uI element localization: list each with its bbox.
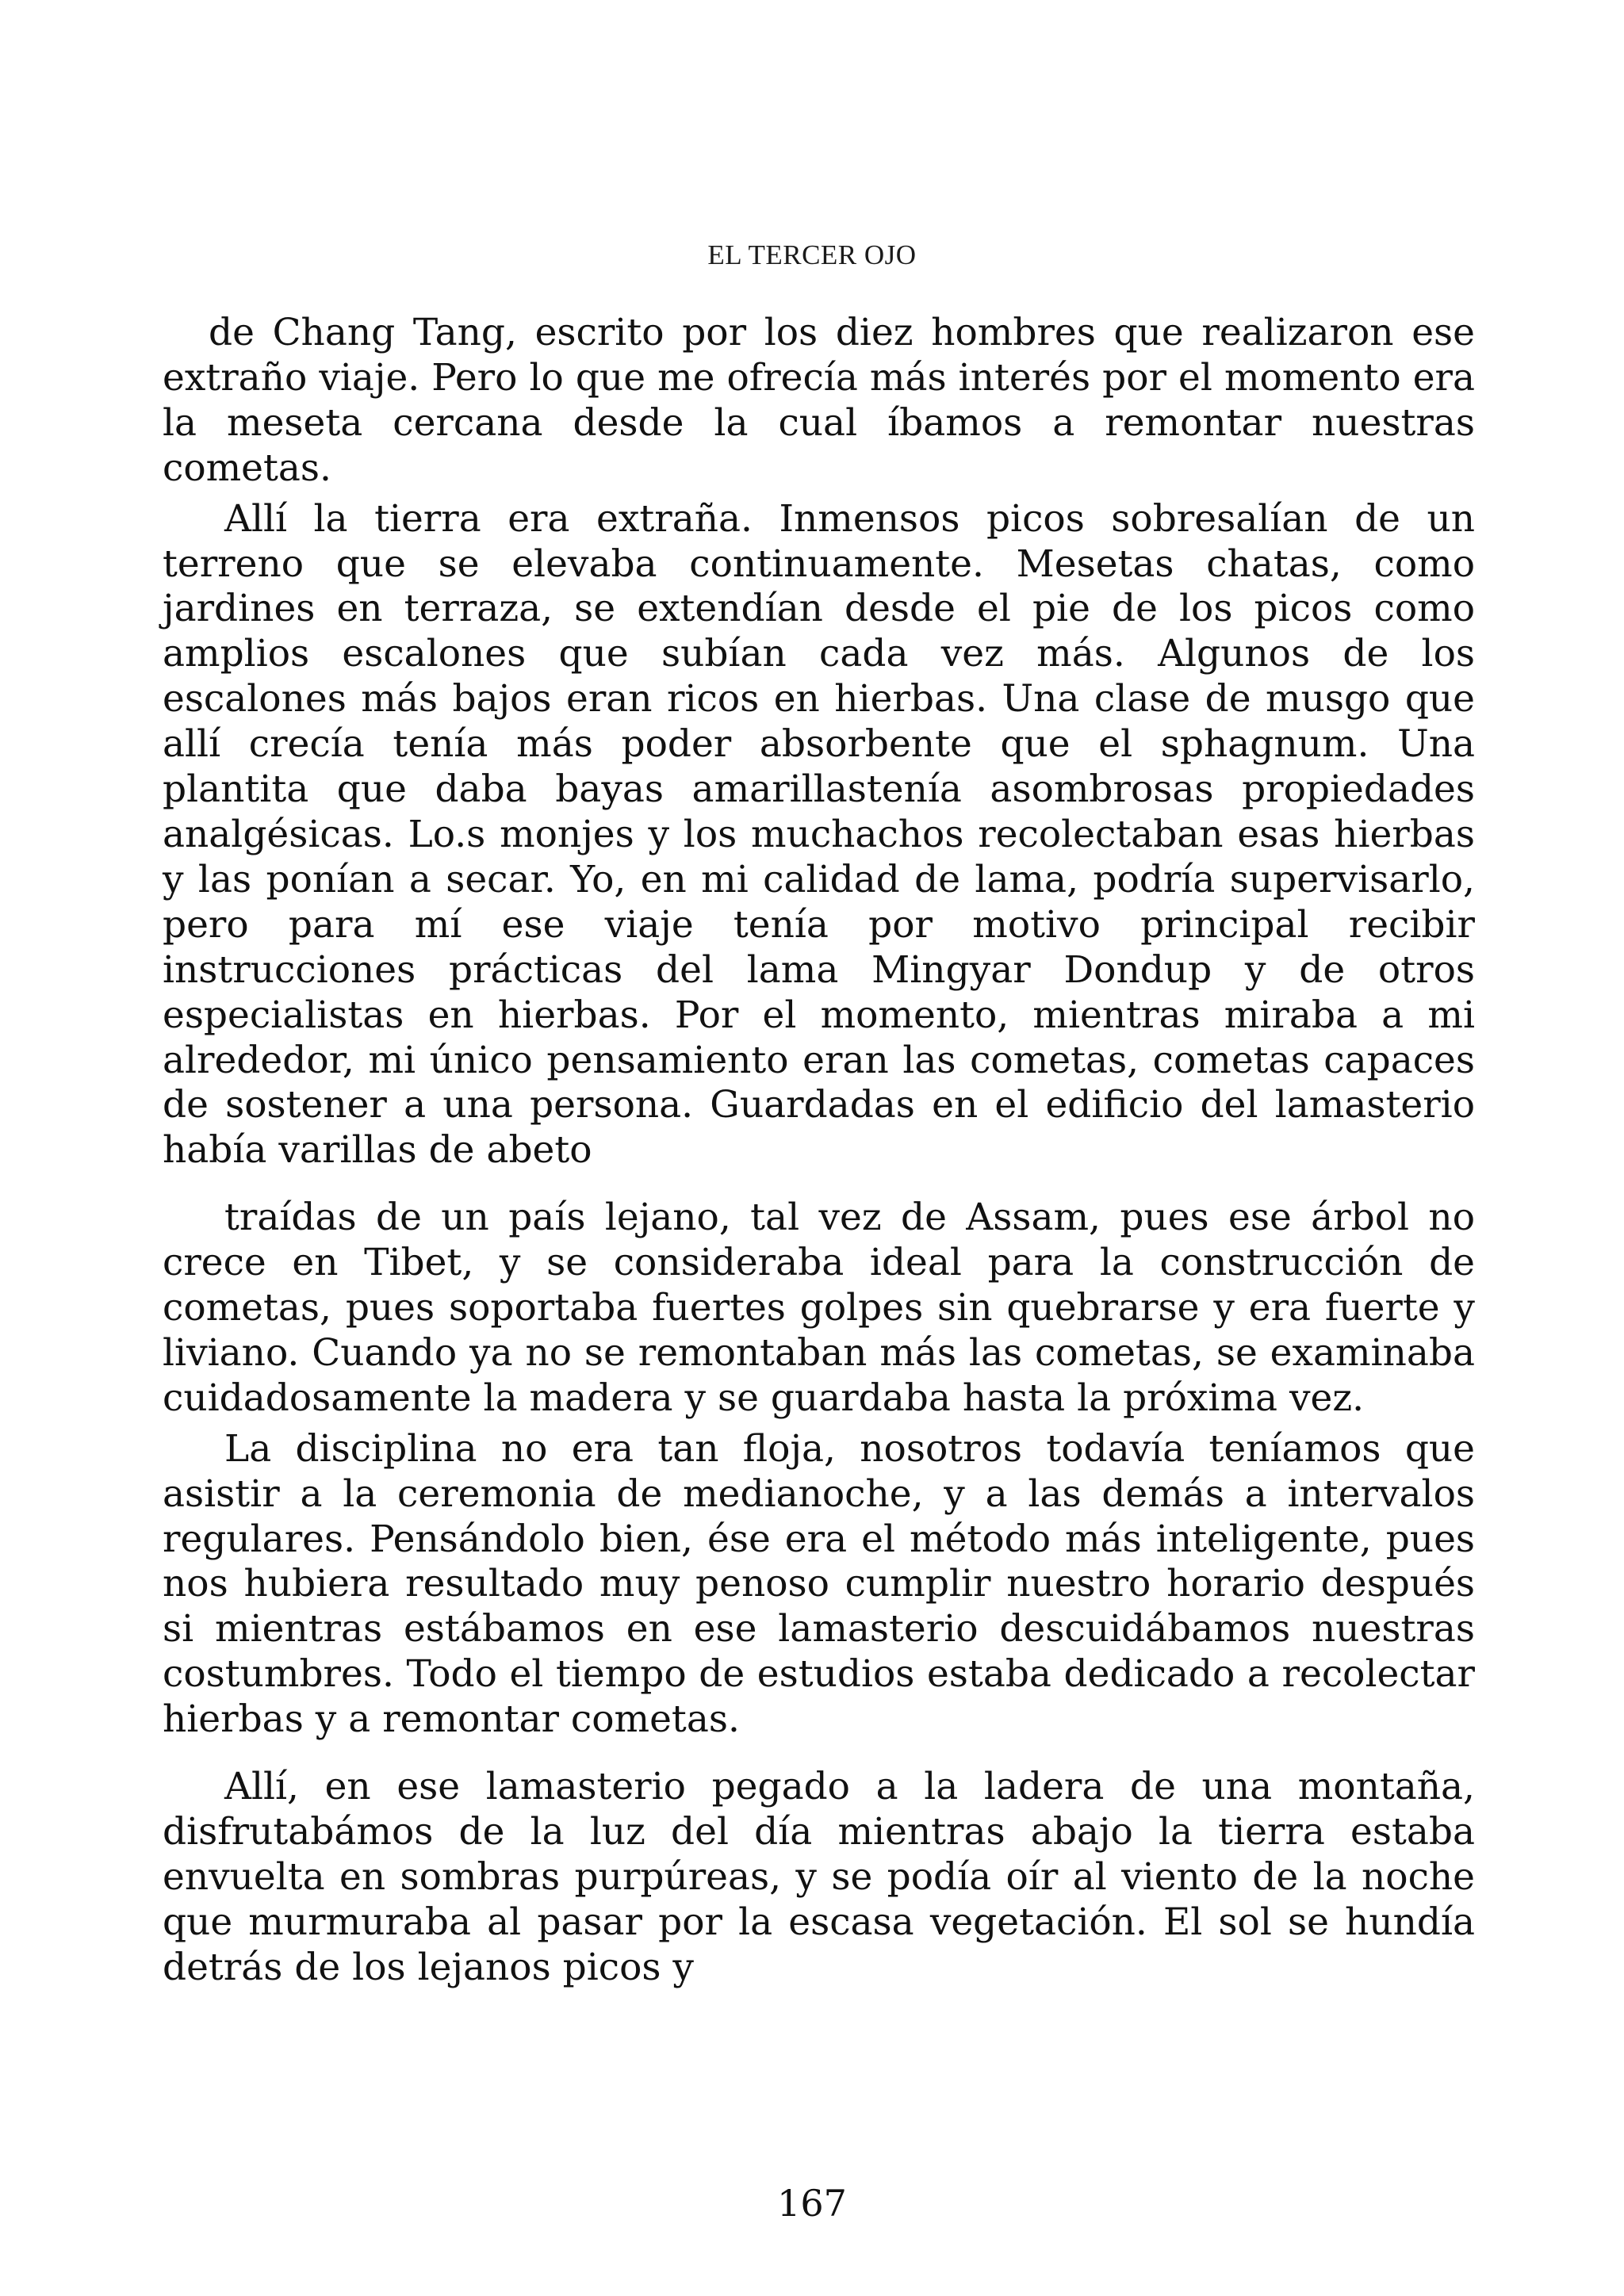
running-header: EL TERCER OJO	[707, 239, 917, 270]
page-body	[163, 311, 1475, 1991]
page-number: 167	[777, 2182, 847, 2225]
paragraph: Allí la tierra era extraña. Inmensos picos sobresalían de un terreno que se elevaba continuamente. Mesetas chatas, como jardines en terraza, se extendían desde el pie de los picos como amplios escalones que subían cada vez más. Algunos de los escalones más bajos eran ricos en hierbas. Una clase de musgo que allí crecía tenía más poder absorbente que el sphagnum. Una plantita que daba bayas amarillastenía asombrosas propiedades analgésicas. Lo.s monjes y los muchachos recolectaban esas hierbas y las ponían a secar. Yo, en mi calidad de lama, podría supervisarlo, pero para mí ese viaje tenía por motivo principal recibir instrucciones prácticas del lama Mingyar Dondup y de otros especialistas en hierbas. Por el momento, mientras miraba a mi alrededor, mi único pensamiento eran las cometas, cometas capaces de sostener a una persona. Guardadas en el edificio del lamasterio había varillas de abeto	[163, 496, 1475, 1173]
paragraph: de Chang Tang, escrito por los diez hombres que realizaron ese extraño viaje. Pero lo que me ofrecía más interés por el momento era la meseta cercana desde la cual íbamos a remontar nuestras cometas.	[163, 311, 1475, 490]
paragraph: Allí, en ese lamasterio pegado a la ladera de una montaña, disfrutabámos de la luz del día mientras abajo la tierra estaba envuelta en sombras purpúreas, y se podía oír al viento de la noche que murmuraba al pasar por la escasa vegetación. El sol se hundía detrás de los lejanos picos y	[163, 1765, 1475, 1989]
paragraph: La disciplina no era tan floja, nosotros todavía teníamos que asistir a la ceremonia de medianoche, y a las demás a intervalos regulares. Pensándolo bien, ése era el método más inteligente, pues nos hubiera resultado muy penoso cumplir nuestro horario después si mientras estábamos en ese lamasterio descuidábamos nuestras costumbres. Todo el tiempo de estudios estaba dedicado a recolectar hierbas y a remontar cometas.	[163, 1426, 1475, 1742]
paragraph: traídas de un país lejano, tal vez de Assam, pues ese árbol no crece en Tibet, y se consideraba ideal para la construcción de cometas, pues soportaba fuertes golpes sin quebrarse y era fuerte y liviano. Cuando ya no se remontaban más las cometas, se examinaba cuidadosamente la madera y se guardaba hasta la próxima vez.	[163, 1196, 1475, 1420]
